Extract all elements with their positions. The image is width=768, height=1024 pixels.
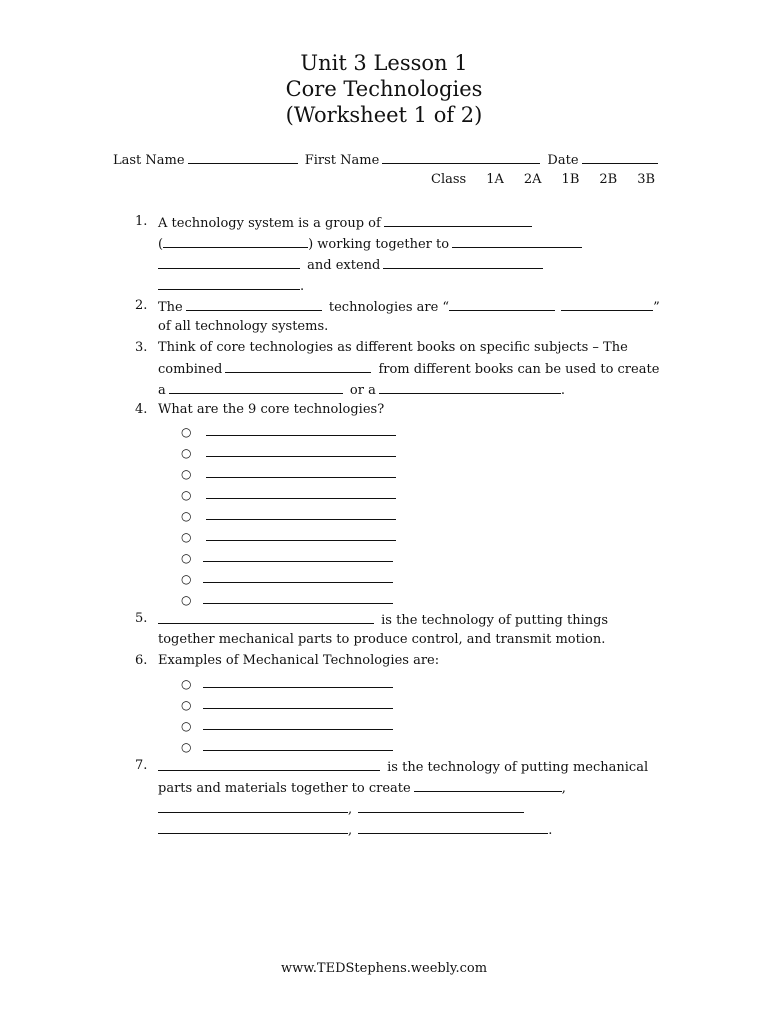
page-subtitle: Core Technologies xyxy=(285,77,483,101)
question-text: combined xyxy=(158,362,223,377)
footer-url[interactable]: www.TEDStephens.weebly.com xyxy=(280,961,488,976)
answer-blank[interactable] xyxy=(158,277,300,290)
question-3-line-3 xyxy=(158,381,565,399)
answer-blank[interactable] xyxy=(383,256,543,269)
question-1-line-3 xyxy=(158,256,546,274)
worksheet-number: (Worksheet 1 of 2) xyxy=(285,103,483,127)
question-number: 2. xyxy=(135,298,148,313)
question-4-text: What are the 9 core technologies? xyxy=(158,402,385,417)
question-text: or a xyxy=(349,383,376,398)
answer-blank[interactable] xyxy=(203,687,393,688)
question-1-line-1 xyxy=(158,214,535,232)
question-text: a xyxy=(158,383,166,398)
answer-blank[interactable] xyxy=(561,298,653,311)
bullet-icon: ○ xyxy=(181,530,192,544)
question-2-line-1 xyxy=(158,298,660,316)
question-5-line-2: together mechanical parts to produce control, and transmit motion. xyxy=(158,632,606,647)
question-6-text: Examples of Mechanical Technologies are: xyxy=(158,653,440,668)
last-name-blank[interactable] xyxy=(188,151,298,164)
answer-blank[interactable] xyxy=(206,519,396,520)
answer-blank[interactable] xyxy=(358,821,548,834)
name-date-row xyxy=(113,151,661,169)
question-text: ” xyxy=(653,300,660,315)
answer-blank[interactable] xyxy=(206,456,396,457)
question-text: . xyxy=(548,823,553,838)
question-7-line-3 xyxy=(158,800,527,818)
question-3-line-2 xyxy=(158,360,659,378)
question-text: . xyxy=(560,383,565,398)
answer-blank[interactable] xyxy=(169,381,343,394)
bullet-icon: ○ xyxy=(181,698,192,712)
question-5-line-1 xyxy=(158,611,608,629)
class-option[interactable]: 1B xyxy=(561,172,580,187)
answer-blank[interactable] xyxy=(384,214,532,227)
bullet-icon: ○ xyxy=(181,509,192,523)
question-number: 6. xyxy=(135,653,148,668)
answer-blank[interactable] xyxy=(206,435,396,436)
question-text: ( xyxy=(158,237,164,252)
question-1-line-2 xyxy=(158,235,585,253)
question-text: . xyxy=(300,279,305,294)
answer-blank[interactable] xyxy=(358,800,524,813)
bullet-icon: ○ xyxy=(181,488,192,502)
question-number: 7. xyxy=(135,758,148,773)
answer-blank[interactable] xyxy=(158,611,374,624)
question-number: 5. xyxy=(135,611,148,626)
bullet-icon: ○ xyxy=(181,446,192,460)
question-7-line-2 xyxy=(158,779,566,797)
question-text: A technology system is a group of xyxy=(158,216,381,231)
answer-blank[interactable] xyxy=(379,381,561,394)
date-blank[interactable] xyxy=(582,151,658,164)
answer-blank[interactable] xyxy=(203,750,393,751)
question-7-line-4 xyxy=(158,821,552,839)
question-text: is the technology of putting mechanical xyxy=(387,760,649,775)
bullet-icon: ○ xyxy=(181,572,192,586)
class-option[interactable]: 3B xyxy=(637,172,656,187)
answer-blank[interactable] xyxy=(203,708,393,709)
date-label: Date xyxy=(547,153,579,168)
question-text: from different books can be used to create xyxy=(378,362,660,377)
bullet-icon: ○ xyxy=(181,467,192,481)
class-row xyxy=(431,172,655,188)
question-3-line-1: Think of core technologies as different books on specific subjects – The xyxy=(158,340,628,355)
answer-blank[interactable] xyxy=(203,603,393,604)
question-number: 4. xyxy=(135,402,148,417)
bullet-icon: ○ xyxy=(181,677,192,691)
question-text: and extend xyxy=(307,258,381,273)
question-text: ) working together to xyxy=(308,237,450,252)
answer-blank[interactable] xyxy=(158,758,380,771)
question-text: is the technology of putting things xyxy=(381,613,609,628)
bullet-icon: ○ xyxy=(181,719,192,733)
question-1-line-4 xyxy=(158,277,304,295)
question-text: , xyxy=(561,781,566,796)
bullet-icon: ○ xyxy=(181,740,192,754)
answer-blank[interactable] xyxy=(452,235,582,248)
question-number: 1. xyxy=(135,214,148,229)
bullet-icon: ○ xyxy=(181,593,192,607)
first-name-blank[interactable] xyxy=(382,151,540,164)
answer-blank[interactable] xyxy=(203,561,393,562)
class-option[interactable]: 1A xyxy=(486,172,504,187)
answer-blank[interactable] xyxy=(158,800,348,813)
class-option[interactable]: 2A xyxy=(523,172,542,187)
answer-blank[interactable] xyxy=(158,256,300,269)
question-7-line-1 xyxy=(158,758,648,776)
answer-blank[interactable] xyxy=(186,298,322,311)
answer-blank[interactable] xyxy=(206,498,396,499)
question-text: The xyxy=(158,300,183,315)
last-name-label: Last Name xyxy=(113,153,185,168)
question-text: , xyxy=(348,823,353,838)
answer-blank[interactable] xyxy=(203,729,393,730)
answer-blank[interactable] xyxy=(163,235,308,248)
bullet-icon: ○ xyxy=(181,551,192,565)
answer-blank[interactable] xyxy=(206,477,396,478)
class-label: Class xyxy=(431,172,467,187)
answer-blank[interactable] xyxy=(225,360,371,373)
first-name-label: First Name xyxy=(304,153,380,168)
question-text: parts and materials together to create xyxy=(158,781,411,796)
answer-blank[interactable] xyxy=(449,298,555,311)
class-option[interactable]: 2B xyxy=(599,172,618,187)
answer-blank[interactable] xyxy=(414,779,562,792)
question-number: 3. xyxy=(135,340,148,355)
question-2-line-2: of all technology systems. xyxy=(158,319,329,334)
question-text: technologies are “ xyxy=(328,300,450,315)
answer-blank[interactable] xyxy=(203,582,393,583)
answer-blank[interactable] xyxy=(206,540,396,541)
bullet-icon: ○ xyxy=(181,425,192,439)
answer-blank[interactable] xyxy=(158,821,348,834)
question-text: , xyxy=(348,802,353,817)
page-title: Unit 3 Lesson 1 xyxy=(300,51,468,75)
